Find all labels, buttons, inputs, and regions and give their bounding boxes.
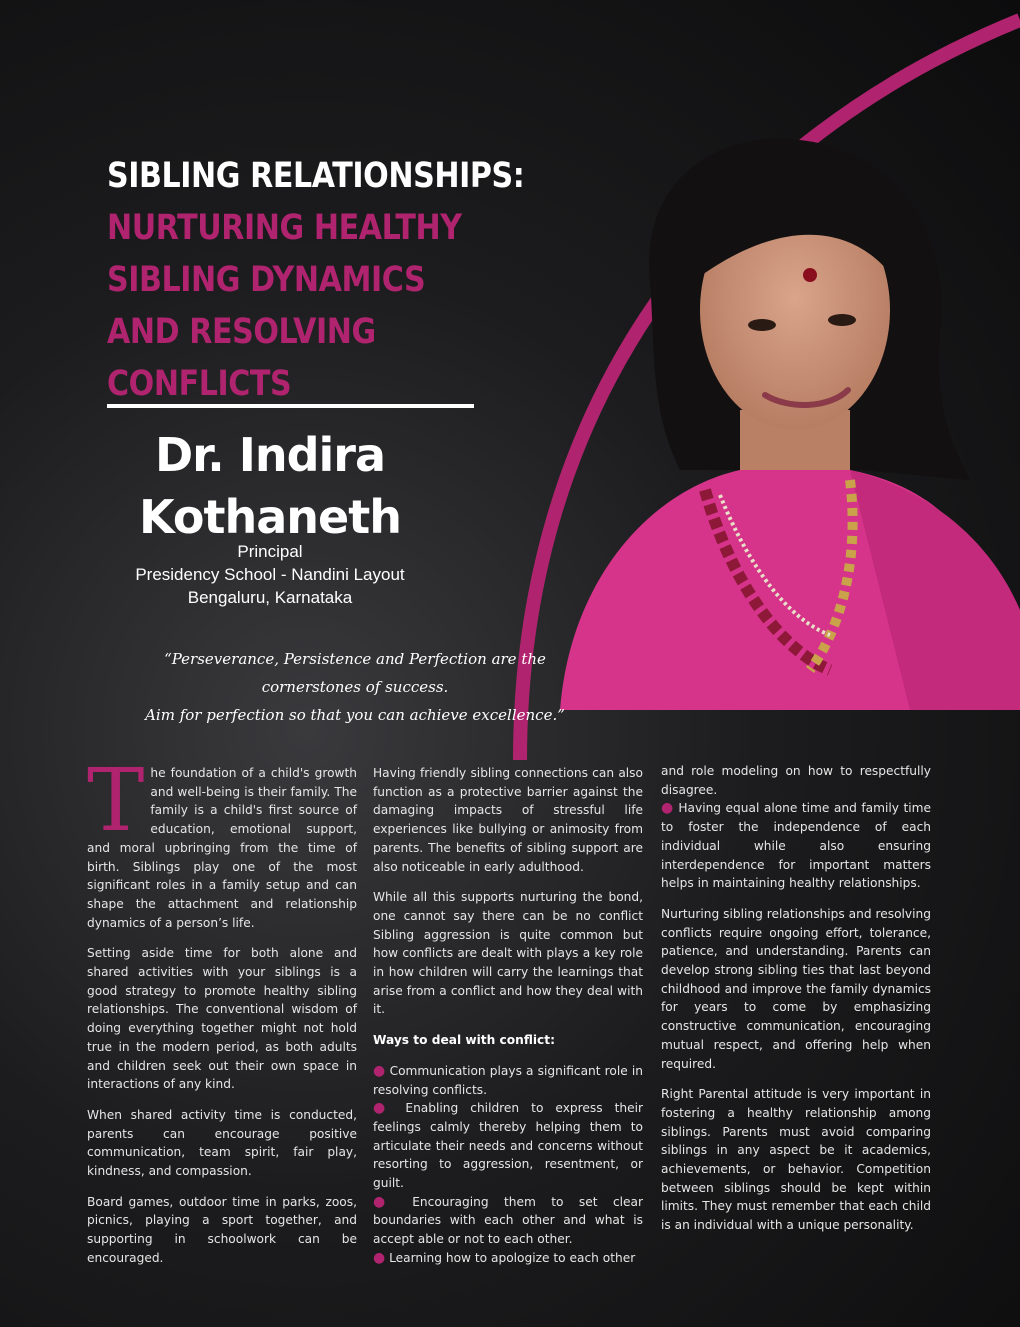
author-details bbox=[100, 540, 440, 609]
bullet-item bbox=[373, 1099, 643, 1193]
paragraph: Setting aside time for both alone and shared activities with your siblings is a good strategy to promote healthy sibling relationships. The conventional wisdom of doing everything together might not hold true in the modern period, as both adults and children seek out their own space in interactions of any kind. bbox=[87, 946, 357, 1092]
bullet-icon: ● bbox=[661, 800, 674, 817]
pull-quote bbox=[90, 645, 620, 729]
author-name bbox=[100, 424, 440, 548]
quote-line: “Perseverance, Persistence and Perfection are the bbox=[164, 650, 546, 668]
author-school: Presidency School - Nandini Layout bbox=[135, 565, 405, 584]
paragraph: Nurturing sibling relationships and resolving conflicts require ongoing effort, tolerance, patience, and understanding. Parents can develop strong sibling ties that last beyond childhood and improve the family dynamics for years to come by emphasizing constructive communication, encouraging mutual respect, and offering help when required. bbox=[661, 906, 931, 1071]
author-location: Bengaluru, Karnataka bbox=[187, 588, 353, 607]
paragraph: Having friendly sibling connections can also function as a protective barrier against the damaging impacts of stressful life experiences like bullying or animosity from parents. The benefits of sibling support are also noticeable in early adulthood. bbox=[373, 766, 643, 874]
article-column-3 bbox=[661, 762, 931, 1247]
bullet-icon: ● bbox=[373, 1249, 386, 1266]
paragraph: When shared activity time is conducted, parents can encourage positive communication, team spirit, fair play, kindness, and compassion. bbox=[87, 1107, 357, 1179]
bullet-icon: ● bbox=[373, 1193, 397, 1210]
title-line: AND RESOLVING bbox=[107, 312, 376, 352]
title-line: SIBLING DYNAMICS bbox=[107, 260, 426, 300]
author-portrait bbox=[530, 110, 1020, 710]
bullet-icon: ● bbox=[373, 1100, 394, 1117]
article-title bbox=[107, 150, 577, 410]
bullet-text: Encouraging them to set clear boundaries with each other and what is accept able or not to each other. bbox=[373, 1194, 644, 1247]
article-column-2 bbox=[373, 764, 643, 1268]
bullet-item bbox=[661, 799, 931, 893]
quote-line: cornerstones of success. bbox=[261, 678, 449, 696]
quote-line: Aim for perfection so that you can achieve excellence.” bbox=[145, 706, 565, 724]
article-column-1 bbox=[87, 751, 357, 1280]
drop-cap: T bbox=[87, 751, 145, 851]
title-divider bbox=[107, 404, 474, 408]
paragraph: While all this supports nurturing the bond, one cannot say there can be no conflict Sibling aggression is quite common but how conflicts are dealt with plays a key role in how children will carry the learnings that arise from a conflict and how they deal with it. bbox=[373, 890, 643, 1017]
title-line: CONFLICTS bbox=[107, 364, 292, 404]
author-name-line: Dr. Indira bbox=[154, 428, 386, 482]
bullet-text: Communication plays a significant role in resolving conflicts. bbox=[373, 1063, 643, 1097]
bullet-item bbox=[373, 1193, 643, 1249]
author-name-line: Kothaneth bbox=[139, 490, 401, 544]
bullet-text: Having equal alone time and family time to foster the independence of each individual while also ensuring interdependence for important matters helps in maintaining healthy relationships. bbox=[661, 801, 931, 891]
paragraph-text: he foundation of a child's growth and well-being is their family. The family is a child's first source of education, emotional support, and moral upbringing from the time of birth. Siblings play one of the most significant roles in a family setup and can shape the attachment and relationship dynamics of a person’s life. bbox=[87, 766, 357, 930]
author-role: Principal bbox=[237, 542, 303, 561]
bullet-item bbox=[373, 1062, 643, 1099]
section-heading: Ways to deal with conflict: bbox=[373, 1033, 555, 1048]
paragraph: Right Parental attitude is very important in fostering a healthy relationship among siblings. Parents must avoid comparing siblings in any aspect be it academics, achievements, or behavior. Competition between siblings should be kept within limits. They must remember that each child is an individual with a unique personality. bbox=[661, 1087, 931, 1233]
bullet-item bbox=[373, 1249, 643, 1268]
paragraph bbox=[87, 751, 357, 932]
bullet-text: Enabling children to express their feelings calmly thereby helping them to articulate their needs and concerns without resorting to aggression, resentment, or guilt. bbox=[373, 1101, 643, 1191]
title-line: NURTURING HEALTHY bbox=[107, 208, 462, 248]
paragraph: and role modeling on how to respectfully disagree. bbox=[661, 764, 931, 797]
bullet-icon: ● bbox=[373, 1062, 386, 1079]
title-line: SIBLING RELATIONSHIPS: bbox=[107, 156, 525, 196]
paragraph: Board games, outdoor time in parks, zoos, picnics, playing a sport together, and supporting in schoolwork can be encouraged. bbox=[87, 1194, 357, 1265]
bullet-text: Learning how to apologize to each other bbox=[389, 1250, 636, 1265]
